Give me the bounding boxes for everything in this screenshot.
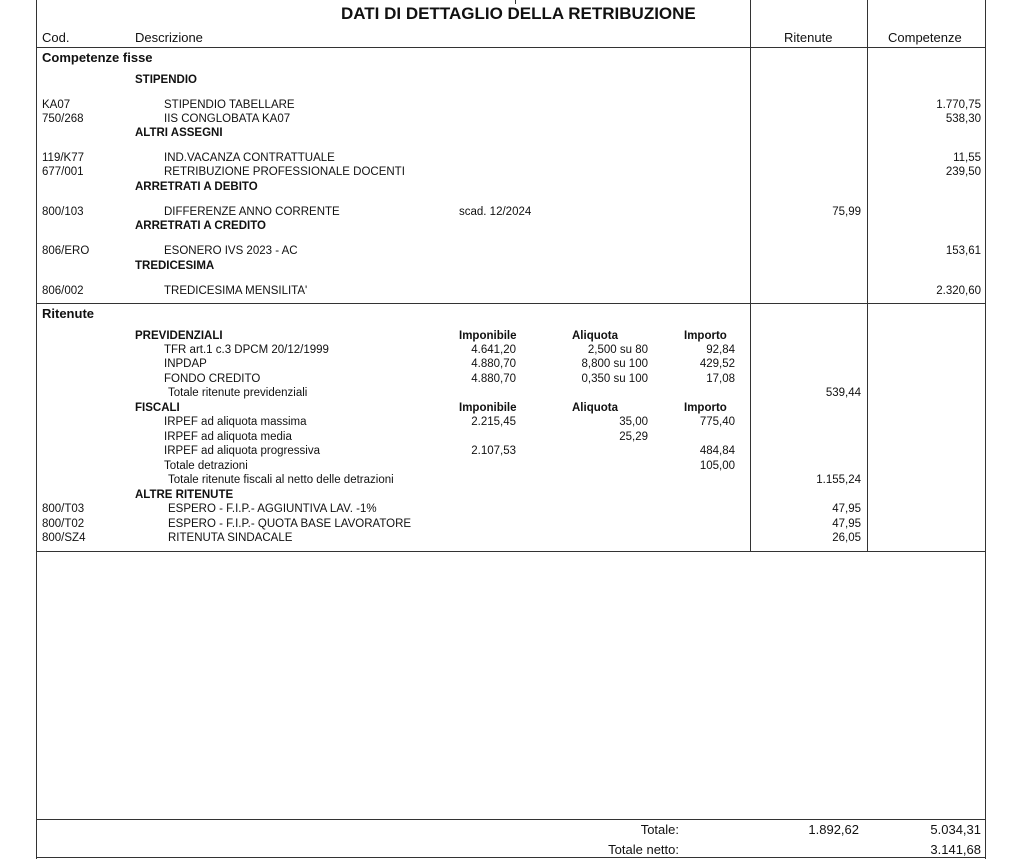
row-ritenute: 47,95 [832, 518, 861, 530]
totale-ritenute: 1.892,62 [808, 822, 859, 837]
divider-ritenute-left [750, 0, 751, 551]
row-desc: IRPEF ad aliquota progressiva [164, 445, 320, 457]
row-competenze: 11,55 [953, 152, 981, 164]
row-desc: DIFFERENZE ANNO CORRENTE [164, 206, 340, 218]
row-cod: 750/268 [42, 113, 84, 125]
row-cod: 800/T03 [42, 503, 85, 515]
row-desc: IND.VACANZA CONTRATTUALE [164, 152, 335, 164]
row-cod: 800/SZ4 [42, 532, 86, 544]
row-desc: ESPERO - F.I.P.- QUOTA BASE LAVORATORE [168, 518, 412, 530]
row-desc: STIPENDIO TABELLARE [164, 99, 295, 111]
divider-header [36, 47, 986, 48]
header-cod: Cod. [42, 30, 70, 45]
row-ritenute: 26,05 [832, 532, 861, 544]
row-note: scad. 12/2024 [459, 206, 532, 218]
col-importo: Importo [684, 330, 727, 342]
totale-netto: 3.141,68 [930, 842, 981, 857]
page-title: DATI DI DETTAGLIO DELLA RETRIBUZIONE [341, 4, 696, 23]
frame-bottom [36, 857, 986, 858]
group-previdenziali: PREVIDENZIALI [135, 330, 223, 342]
row-cod: 677/001 [42, 166, 84, 178]
row-ritenute: 47,95 [832, 503, 861, 515]
group-stipendio: STIPENDIO [135, 74, 197, 86]
row-cod: 800/103 [42, 206, 84, 218]
row-aliquota: 2,500 su 80 [587, 344, 648, 356]
col-importo: Importo [684, 402, 727, 414]
row-desc: RITENUTA SINDACALE [168, 532, 293, 544]
totale-competenze: 5.034,31 [930, 822, 981, 837]
row-desc: IIS CONGLOBATA KA07 [164, 113, 291, 125]
row-importo: 775,40 [699, 416, 735, 428]
row-desc: INPDAP [164, 358, 207, 370]
group-arretrati-credito: ARRETRATI A CREDITO [135, 220, 266, 232]
total-ritenute: 1.155,24 [816, 474, 861, 486]
row-desc: TREDICESIMA MENSILITA' [164, 285, 308, 297]
frame-left [36, 0, 37, 859]
row-importo: 17,08 [706, 373, 735, 385]
row-desc: TFR art.1 c.3 DPCM 20/12/1999 [164, 344, 329, 356]
totale-netto-label: Totale netto: [608, 842, 679, 857]
group-fiscali: FISCALI [135, 402, 180, 414]
row-competenze: 239,50 [945, 166, 981, 178]
divider-footer [36, 819, 986, 820]
row-cod: 119/K77 [42, 152, 84, 164]
totale-label: Totale: [640, 822, 679, 837]
row-cod: 806/002 [42, 285, 84, 297]
row-imponibile: 2.107,53 [471, 445, 516, 457]
row-aliquota: 8,800 su 100 [581, 358, 648, 370]
row-aliquota: 35,00 [619, 416, 648, 428]
divider-table-end [36, 551, 986, 552]
row-importo: 484,84 [699, 445, 735, 457]
row-cod: 806/ERO [42, 245, 90, 257]
row-desc: RETRIBUZIONE PROFESSIONALE DOCENTI [164, 166, 405, 178]
col-aliquota: Aliquota [572, 402, 618, 414]
col-aliquota: Aliquota [572, 330, 618, 342]
group-arretrati-debito: ARRETRATI A DEBITO [135, 181, 258, 193]
row-importo: 429,52 [699, 358, 735, 370]
row-importo: 105,00 [699, 460, 735, 472]
frame-right [985, 0, 986, 859]
header-ritenute: Ritenute [784, 30, 833, 45]
header-competenze: Competenze [888, 30, 962, 45]
row-aliquota: 0,350 su 100 [581, 373, 648, 385]
divider-section [36, 303, 986, 304]
row-competenze: 153,61 [945, 245, 981, 257]
row-desc: ESPERO - F.I.P.- AGGIUNTIVA LAV. -1% [168, 503, 377, 515]
section-ritenute: Ritenute [42, 306, 94, 321]
row-imponibile: 4.880,70 [471, 358, 516, 370]
row-importo: 92,84 [706, 344, 735, 356]
row-cod: 800/T02 [42, 518, 85, 530]
row-desc: FONDO CREDITO [164, 373, 261, 385]
section-competenze-fisse: Competenze fisse [42, 50, 153, 65]
col-imponibile: Imponibile [459, 330, 517, 342]
row-competenze: 1.770,75 [936, 99, 981, 111]
row-ritenute: 75,99 [832, 206, 861, 218]
row-competenze: 2.320,60 [936, 285, 981, 297]
header-descrizione: Descrizione [135, 30, 203, 45]
total-label: Totale ritenute previdenziali [168, 387, 308, 399]
total-ritenute: 539,44 [825, 387, 861, 399]
group-altri-assegni: ALTRI ASSEGNI [135, 127, 223, 139]
row-desc: IRPEF ad aliquota media [164, 431, 292, 443]
group-altre-ritenute: ALTRE RITENUTE [135, 489, 234, 501]
group-tredicesima: TREDICESIMA [135, 260, 215, 272]
row-aliquota: 25,29 [619, 431, 648, 443]
row-cod: KA07 [42, 99, 71, 111]
row-imponibile: 2.215,45 [471, 416, 516, 428]
row-imponibile: 4.641,20 [471, 344, 516, 356]
col-imponibile: Imponibile [459, 402, 517, 414]
row-desc: ESONERO IVS 2023 - AC [164, 245, 298, 257]
row-desc: IRPEF ad aliquota massima [164, 416, 307, 428]
row-competenze: 538,30 [945, 113, 981, 125]
total-label: Totale ritenute fiscali al netto delle detrazioni [168, 474, 394, 486]
row-desc: Totale detrazioni [164, 460, 248, 472]
divider-competenze-left [867, 0, 868, 551]
row-imponibile: 4.880,70 [471, 373, 516, 385]
